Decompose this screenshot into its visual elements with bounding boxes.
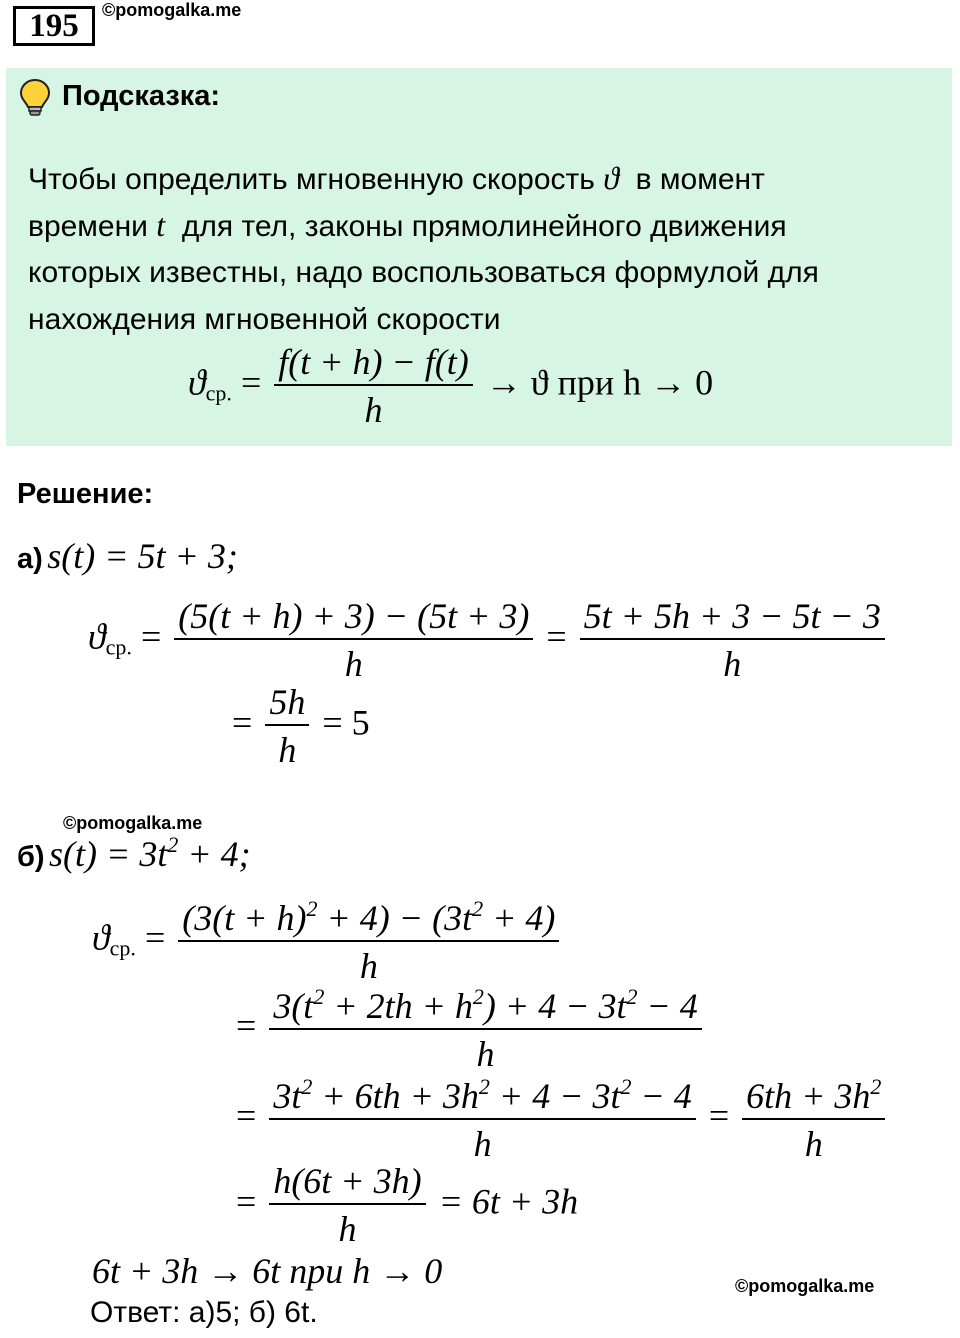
part-a-v: ϑ: [88, 616, 106, 657]
b3b-sq: 2: [870, 1074, 882, 1099]
b3-a: 3t: [273, 1076, 302, 1116]
b3-den: h: [269, 1118, 696, 1162]
formula-eq: =: [240, 362, 262, 403]
part-a-label: а): [17, 543, 43, 575]
part-b-eq4: =: [708, 1095, 730, 1136]
part-b-eq2: =: [236, 1005, 257, 1046]
b2-sq1: 2: [313, 984, 325, 1009]
part-a-frac1-den: h: [174, 638, 533, 682]
part-b-eq1: =: [144, 917, 166, 958]
part-a-given: [17, 538, 238, 576]
hint-line-3: которых известны, надо воспользоваться формулой для: [28, 256, 819, 289]
b2-a: 3(t: [273, 986, 314, 1026]
part-b-given-b: + 4;: [178, 834, 251, 874]
hint-line-2a: времени: [28, 209, 148, 243]
hint-formula: [188, 344, 713, 428]
part-b-eq3: =: [236, 1095, 257, 1136]
hint-text: [28, 157, 938, 343]
part-a-sub: ср.: [105, 634, 132, 660]
b4-den: h: [269, 1203, 425, 1247]
hint-line-2b: для тел, законы прямолинейного движения: [181, 209, 787, 243]
hint-title: Подсказка:: [62, 80, 221, 112]
b4-result: = 6t + 3h: [438, 1181, 579, 1222]
solution-title: Решение:: [17, 478, 154, 510]
b3-d: − 4: [631, 1076, 692, 1116]
b3b-a: 6th + 3h: [746, 1076, 871, 1116]
part-a-result: = 5: [322, 702, 370, 743]
b3-sq3: 2: [620, 1074, 632, 1099]
formula-num: f(t + h) − f(t): [278, 342, 469, 382]
part-a-frac2-den: h: [580, 638, 885, 682]
formula-sub: ср.: [205, 380, 232, 406]
part-b-step1: [92, 898, 563, 984]
answer: Ответ: а)5; б) 6t.: [90, 1296, 318, 1329]
b2-c: ) + 4 − 3t: [483, 986, 627, 1026]
part-b-step3: [236, 1076, 889, 1162]
part-b-given-a: s(t) = 3t: [49, 834, 168, 874]
formula-den: h: [274, 384, 473, 428]
lightbulb-icon: [18, 78, 52, 118]
hint-line-4: нахождения мгновенной скорости: [28, 302, 501, 336]
hint-line-1b: в момент: [635, 163, 765, 196]
b2-d: − 4: [637, 986, 698, 1026]
b1-sq1: 2: [306, 896, 318, 921]
watermark-top: ©pomogalka.me: [102, 0, 242, 20]
part-b-v: ϑ: [92, 917, 110, 958]
part-a-frac3-num: 5h: [269, 682, 306, 722]
part-a-formula: s(t) = 5t + 3;: [47, 536, 238, 576]
b3-sq2: 2: [478, 1074, 490, 1099]
b2-den: h: [269, 1028, 701, 1072]
part-b-step4: [236, 1163, 578, 1247]
part-a-frac3-den: h: [265, 724, 309, 768]
b1-sq2: 2: [472, 896, 484, 921]
b3-sq1: 2: [301, 1074, 313, 1099]
hint-line-1: Чтобы определить мгновенную скорость: [28, 163, 595, 196]
part-a-frac2-num: 5t + 5h + 3 − 5t − 3: [583, 596, 881, 636]
part-b-sub: ср.: [109, 935, 136, 961]
part-a-step1: [88, 598, 889, 682]
part-b-step2: [236, 986, 706, 1072]
b3-c: + 4 − 3t: [489, 1076, 621, 1116]
b1-a: (3(t + h): [182, 898, 307, 938]
part-b-given: [17, 834, 251, 874]
b1-den: h: [178, 940, 559, 984]
b1-c: + 4): [483, 898, 556, 938]
part-b-label: б): [17, 841, 45, 873]
part-b-given-exp: 2: [167, 832, 179, 857]
watermark-bottom: ©pomogalka.me: [735, 1276, 875, 1296]
b4-num: h(6t + 3h): [273, 1161, 422, 1201]
b2-b: + 2th + h: [324, 986, 473, 1026]
part-a-eq3: =: [232, 702, 253, 743]
watermark-mid: ©pomogalka.me: [63, 813, 203, 833]
part-b-limit: 6t + 3h → 6t при h → 0: [92, 1251, 443, 1291]
formula-v: ϑ: [188, 362, 206, 403]
b2-sq3: 2: [626, 984, 638, 1009]
part-a-step2: [232, 684, 370, 768]
problem-number: 195: [13, 6, 95, 46]
part-a-eq: =: [140, 616, 162, 657]
var-v: ϑ: [603, 160, 619, 196]
b2-sq2: 2: [472, 984, 484, 1009]
part-b-eq5: =: [236, 1181, 257, 1222]
b3-b: + 6th + 3h: [312, 1076, 479, 1116]
var-t: t: [156, 206, 166, 243]
formula-rhs: → ϑ при h → 0: [485, 362, 714, 403]
part-a-frac1-num: (5(t + h) + 3) − (5t + 3): [178, 596, 530, 636]
b3b-den: h: [742, 1118, 885, 1162]
b1-b: + 4) − (3t: [317, 898, 473, 938]
part-a-eq2: =: [546, 616, 567, 657]
